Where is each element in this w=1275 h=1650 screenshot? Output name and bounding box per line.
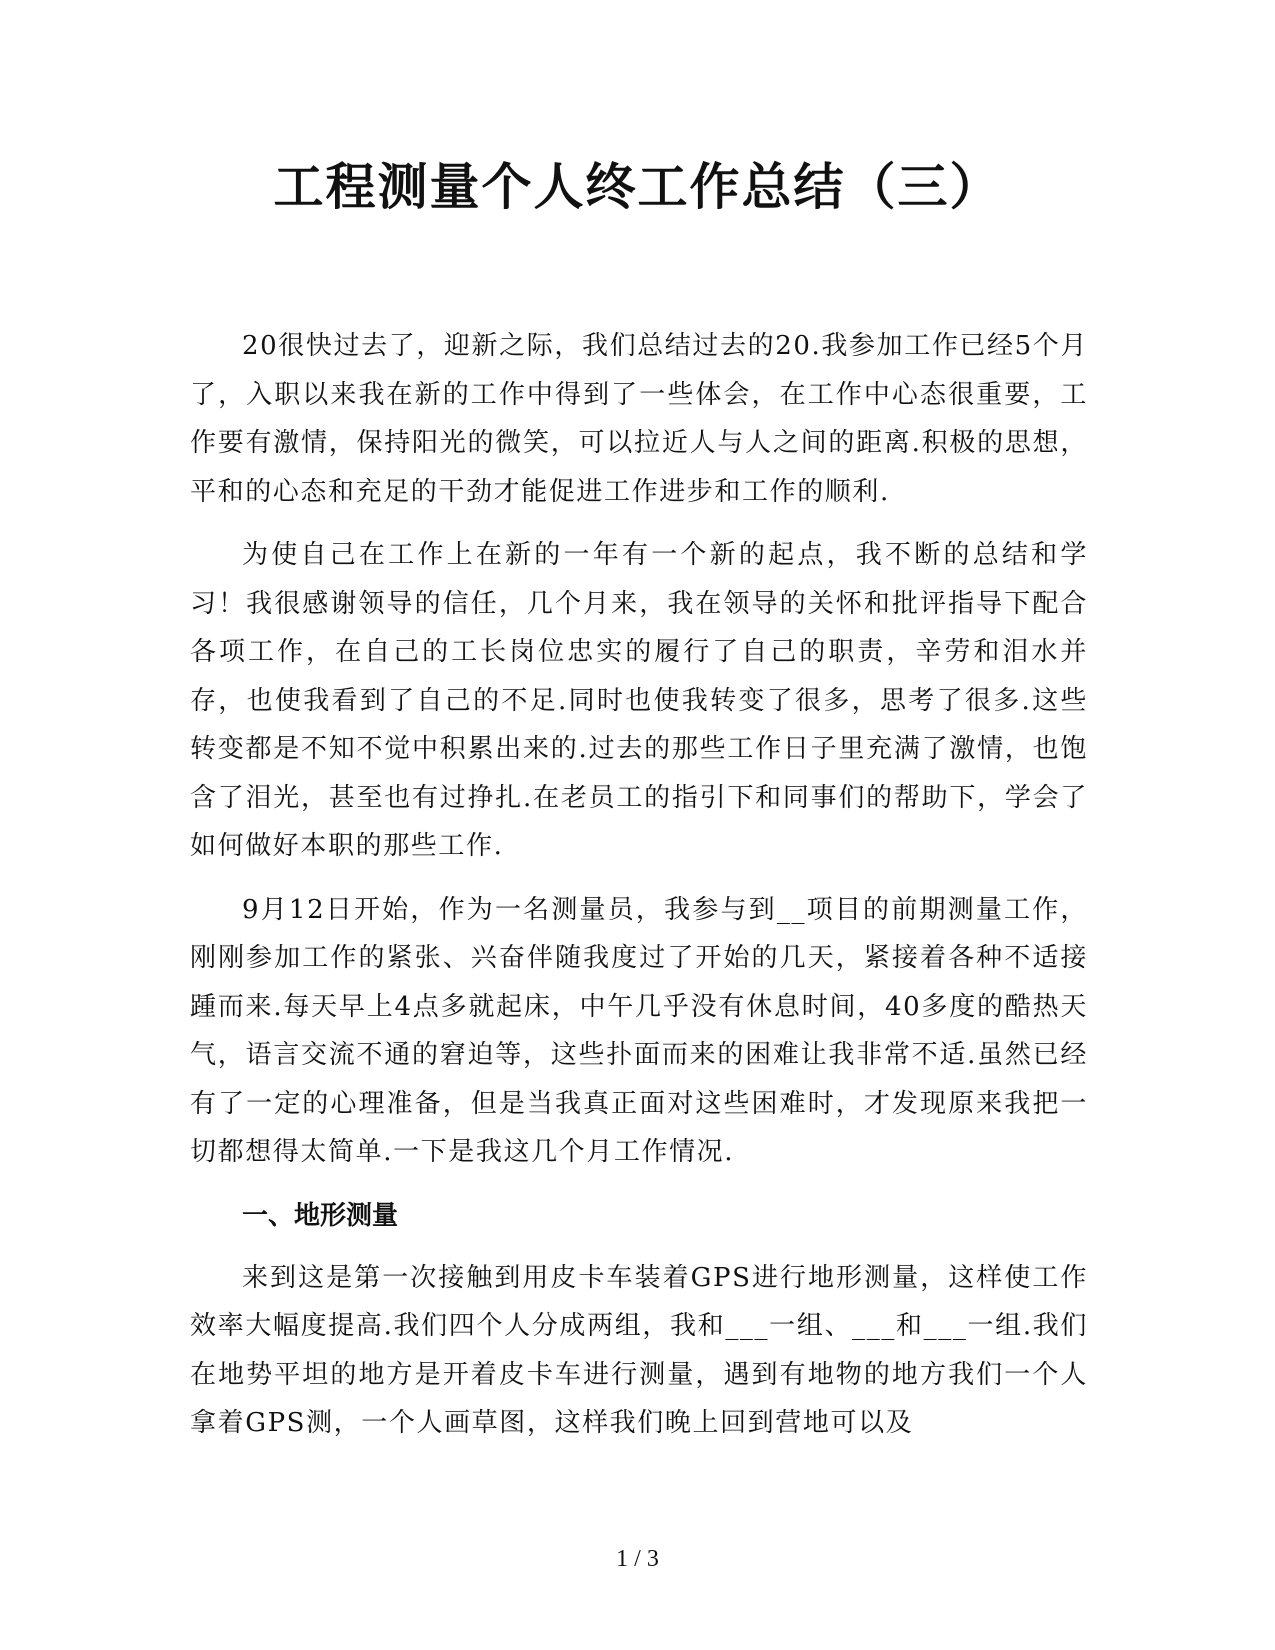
body-paragraph-2: 为使自己在工作上在新的一年有一个新的起点，我不断的总结和学习！我很感谢领导的信任，几个月来，我在领导的关怀和批评指导下配合各项工作，在自己的工长岗位忠实的履行了自己的职责，辛劳和泪水并存，也使我看到了自己的不足.同时也使我转变了很多，思考了很多.这些转变都是不知不觉中积累出来的.过去的那些工作日子里充满了激情，也饱含了泪光，甚至也有过挣扎.在老员工的指引下和同事们的帮助下，学会了如何做好本职的那些工作.: [190, 540, 1088, 861]
body-paragraph-3: 9月12日开始，作为一名测量员，我参与到__项目的前期测量工作，刚刚参加工作的紧张、兴奋伴随我度过了开始的几天，紧接着各种不适接踵而来.每天早上4点多就起床，中午几乎没有休息时间，40多度的酷热天气，语言交流不通的窘迫等，这些扑面而来的困难让我非常不适.虽然已经有了一定的心理准备，但是当我真正面对这些困难时，才发现原来我把一切都想得太简单.一下是我这几个月工作情况.: [190, 894, 1088, 1167]
document-title: 工程测量个人终工作总结（三）: [273, 157, 1002, 216]
body-paragraph-1: 20很快过去了，迎新之际，我们总结过去的20.我参加工作已经5个月了，入职以来我在新的工作中得到了一些体会，在工作中心态很重要，工作要有激情，保持阳光的微笑，可以拉近人与人之间的距离.积极的思想，平和的心态和充足的干劲才能促进工作进步和工作的顺利.: [190, 331, 1088, 507]
document-body: [190, 322, 1088, 1463]
section-heading-terrain-survey: 一、地形测量: [242, 1200, 399, 1231]
page-number: 1 / 3: [616, 1546, 659, 1572]
section-paragraph-terrain-survey: 来到这是第一次接触到用皮卡车装着GPS进行地形测量，这样使工作效率大幅度提高.我们四个人分成两组，我和___一组、___和___一组.我们在地势平坦的地方是开着皮卡车进行测量，遇到有地物的地方我们一个人拿着GPS测，一个人画草图，这样我们晚上回到营地可以及: [190, 1262, 1088, 1438]
